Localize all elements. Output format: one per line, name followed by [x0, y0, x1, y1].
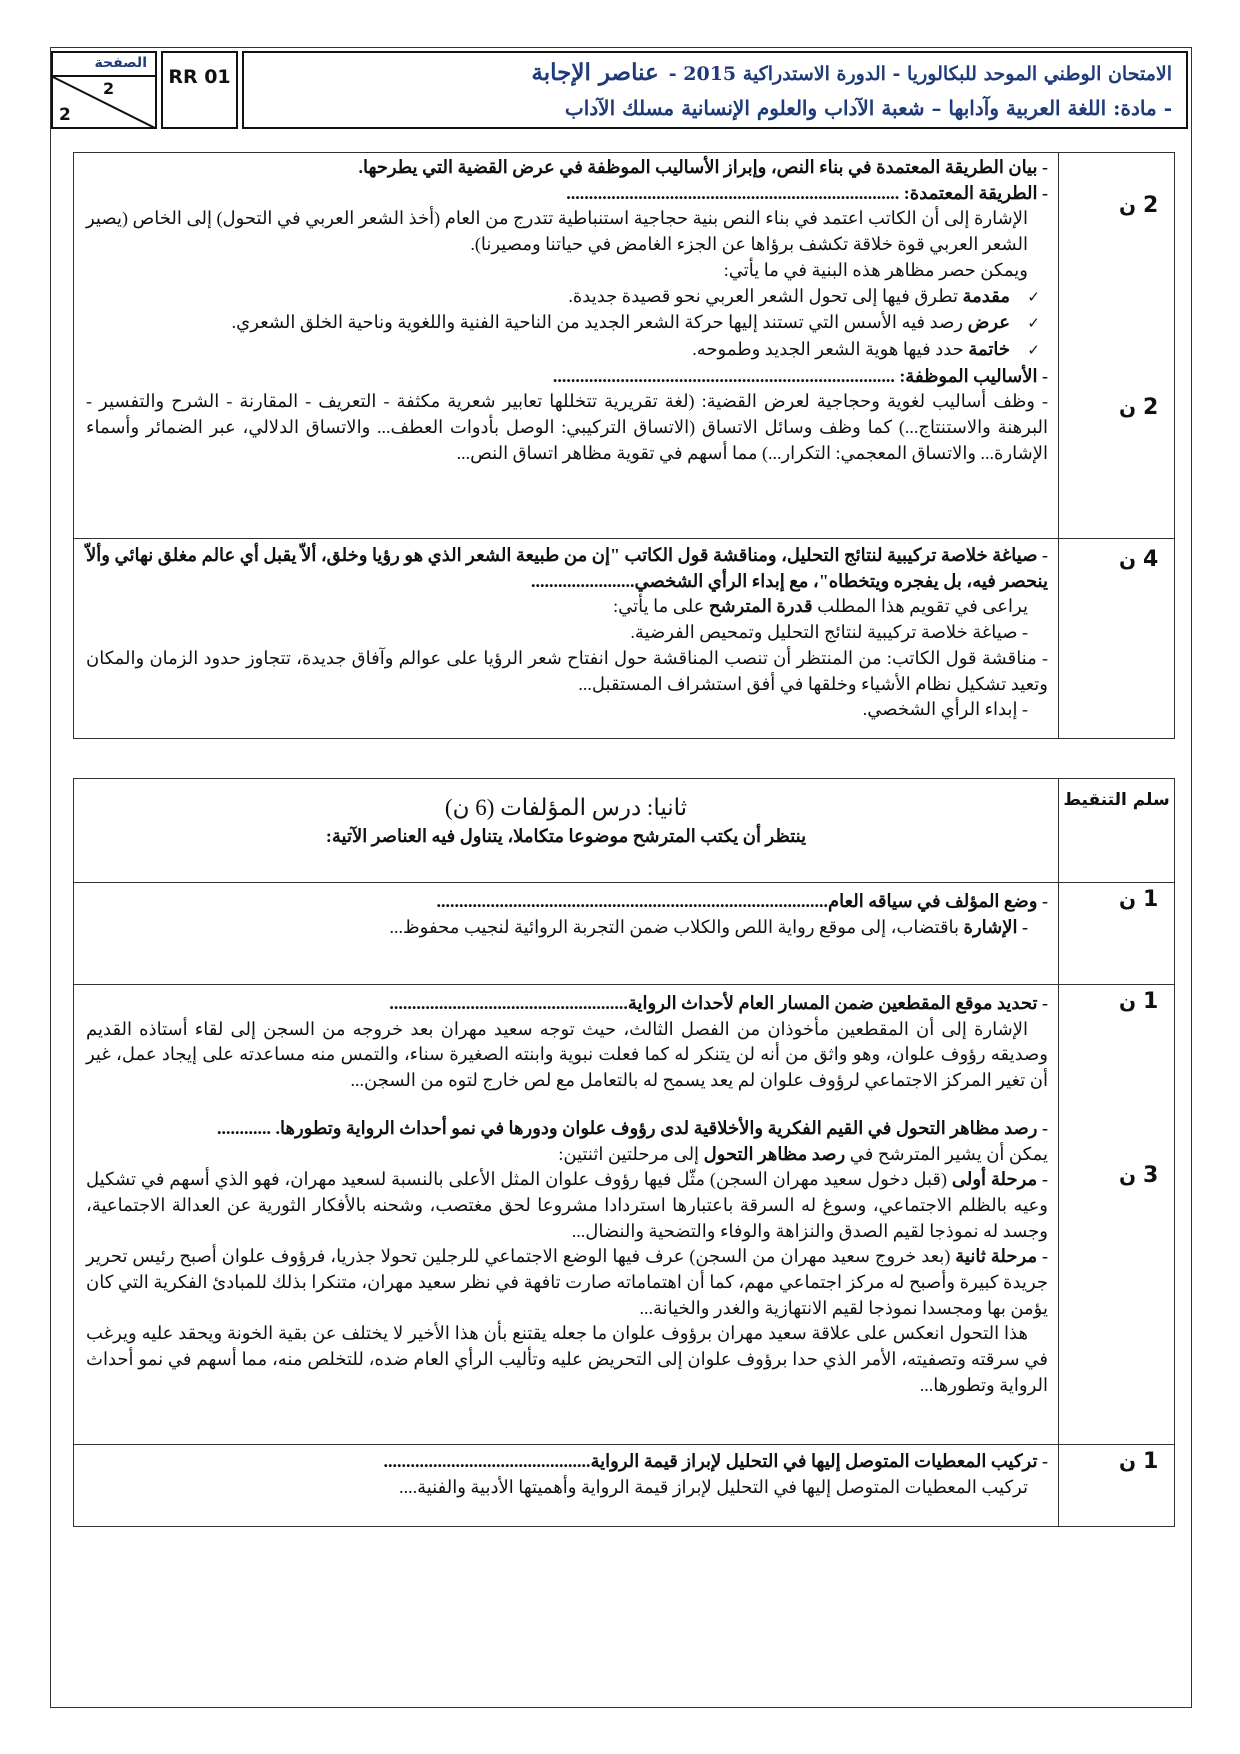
check-icon: ✓ — [1027, 287, 1040, 306]
structure-intro: ويمكن حصر مظاهر هذه البنية في ما يأتي: — [723, 259, 1028, 280]
score-transformation: 3 ن — [1119, 1163, 1159, 1188]
phase-1: - مرحلة أولى (قبل دخول سعيد مهران السجن) مثّل فيها رؤوف علوان المثل الأعلى بالنسبة لسعيد مهران، فهو الذي أسهم في تشكيل وعيه بالظلم الاجتماعي، وسوغ له السرقة باعتبارها استردادا مشروعا لحق مغتصب، وشحنه بالأفكار الثورية عن العدالة الاجتماعية، وجسد له نموذجا لقيم الصدق والنزاهة والوفاء والتضحية والنضال... — [86, 1169, 1048, 1241]
styles-text: - وظف أساليب لغوية وحجاجية لعرض القضية: (لغة تقريرية تتخللها تعابير شعرية مكثفة - التعريف - المقارنة - الشرح والتفسير - البرهنة والاستنتاج...) كما وظف وسائل الاتساق (الاتساق التركيبي: الوصل بأدوات العطف... والاتساق الدلالي، عبر الضمائر وأسماء الإشارة... والاتساق المعجمي: التكرار...) مما أسهم في تقوية مظاهر اتساق النص... — [86, 391, 1048, 463]
scale-header: سلم التنقيط — [1059, 779, 1175, 883]
header-line-1 — [254, 56, 1172, 91]
structure-item-intro: ✓مقدمة تطرق فيها إلى تحول الشعر العربي نحو قصيدة جديدة. — [86, 284, 1048, 311]
location-text: الإشارة إلى أن المقطعين مأخوذان من الفصل الثالث، حيث توجه سعيد مهران بعد خروجه من السجن إلى لقاء أستاذه القديم وصديقه رؤوف علوان، وهو واثق من أنه لن يتنكر له كما فعلت نبوية وابنته الصغيرة سناء، والتمس منه مساعدته على إيجاد عمل، غير أن تغير المركز الاجتماعي لرؤوف علوان لم يعد يسمح له بالتعامل مع لص خارج لتوه من السجن... — [86, 1018, 1048, 1091]
phase-2: - مرحلة ثانية (بعد خروج سعيد مهران من السجن) عرف فيها الوضع الاجتماعي للرجلين تحولا جذريا، فرؤوف علوان أصبح رئيس تحرير جريدة كبيرة وأصبح له مركز اجتماعي مهم، كما أن اهتماماته صارت تافهة في نظر سعيد مهران، متنكرا بذلك للمبادئ الفكرية التي كان يؤمن بها ومجسدا نموذجا لقيم الانتهازية والغدر والخيانة... — [86, 1246, 1049, 1318]
synthesis-content-cell — [74, 539, 1059, 739]
context-title: - وضع المؤلف في سياقه العام....................................................................................... — [436, 891, 1048, 911]
table2-header-row — [74, 779, 1175, 883]
page-number: 2 — [103, 79, 115, 98]
analysis-content-cell — [74, 985, 1059, 1445]
transformation-conclusion: هذا التحول انعكس على علاقة سعيد مهران برؤوف علوان ما جعله يقتنع بأن هذا الأخير لا يختلف عن بقية الخونة ويحقد عليه ويرغب في سرقته وتصفيته، الأمر الذي حدا برؤوف علوان إلى التحريض عليه وتأليب الرأي العام ضده، للتخلص منه، مما أسهم في نمو أحداث الرواية وتطورها... — [86, 1323, 1048, 1395]
page-label: الصفحة — [94, 55, 147, 71]
transformation-intro: يمكن أن يشير المترشح في رصد مظاهر التحول إلى مرحلتين اثنتين: — [558, 1143, 1048, 1164]
synthesis-bullet-3: - إبداء الرأي الشخصي. — [862, 699, 1028, 720]
answers-table-1 — [73, 152, 1175, 739]
synthesis-question-title: - صياغة خلاصة تركيبية لنتائج التحليل، ومناقشة قول الكاتب "إن من طبيعة الشعر الذي هو رؤيا وخلق، ألاّ يقبل أي عالم مغلق نهائي وألاّ ينحصر فيه، بل يفجره ويتخطاه"، مع إبداء الرأي الشخصي....................... — [86, 545, 1048, 591]
page-number-box — [51, 51, 157, 129]
synthesis-bullet-1: - صياغة خلاصة تركيبية لنتائج التحليل وتمحيص الفرضية. — [630, 622, 1028, 643]
table2-row-context — [74, 883, 1175, 985]
score-novel-synthesis: 1 ن — [1119, 1449, 1159, 1474]
answer-elements-title: عناصر الإجابة — [531, 59, 659, 86]
method-text: الإشارة إلى أن الكاتب اعتمد في بناء النص بنية حجاجية استنباطية تتدرج من العام (أخذ الشعر العربي في التحول) إلى الخاص (يصير الشعر العربي قوة خلاقة تكشف برؤاها عن الجزء الغامض في حياتنا ومصيرنا). — [86, 208, 1028, 255]
exam-code: RR 01 — [168, 66, 231, 88]
section-header-cell — [74, 779, 1059, 883]
synthesis-score-cell — [1059, 539, 1175, 739]
method-label: - الطريقة المعتمدة: .......................................................................... — [566, 182, 1048, 203]
structure-item-body: ✓عرض رصد فيه الأسس التي تستند إليها حركة الشعر الجديد من الناحية الفنية واللغوية وناحية الخلق الشعري. — [86, 310, 1048, 337]
check-icon: ✓ — [1027, 340, 1040, 359]
novel-synthesis-content-cell — [74, 1445, 1059, 1527]
table1-row-synthesis — [74, 539, 1175, 739]
method-content-cell — [74, 153, 1059, 539]
table1-row-method — [74, 153, 1175, 539]
score-location: 1 ن — [1119, 989, 1159, 1014]
exam-header — [242, 51, 1188, 129]
location-title: - تحديد موقع المقطعين ضمن المسار العام لأحداث الرواية..................................................... — [389, 993, 1048, 1013]
synthesis-intro: يراعى في تقويم هذا المطلب قدرة المترشح على ما يأتي: — [613, 596, 1028, 617]
context-bullet: - الإشارة باقتضاب، إلى موقع رواية اللص والكلاب ضمن التجربة الروائية لنجيب محفوظ... — [389, 916, 1028, 937]
answers-table-2 — [73, 778, 1175, 1527]
structure-item-conclusion: ✓خاتمة حدد فيها هوية الشعر الجديد وطموحه. — [86, 337, 1048, 364]
context-score-cell — [1059, 883, 1175, 985]
exam-title: الامتحان الوطني الموحد للبكالوريا - الدورة الاستدراكية 2015 - — [668, 63, 1172, 85]
table2-row-synthesis — [74, 1445, 1175, 1527]
synthesis-bullet-2: - مناقشة قول الكاتب: من المنتظر أن تنصب المناقشة حول انفتاح شعر الرؤيا على عوالم وآفاق جديدة، تتجاوز حدود الزمان والمكان وتعيد تشكيل نظام الأشياء وخلقها في أفق استشراف المستقبل... — [86, 647, 1048, 694]
score-synthesis: 4 ن — [1119, 547, 1159, 572]
section-title: ثانيا: درس المؤلفات (6 ن) — [444, 795, 688, 820]
page-total: 2 — [59, 105, 71, 125]
score-context: 1 ن — [1119, 887, 1159, 912]
subject-line: - مادة: اللغة العربية وآدابها – شعبة الآداب والعلوم الإنسانية مسلك الآداب — [564, 96, 1172, 120]
exam-code-box — [161, 51, 238, 129]
analysis-score-cell — [1059, 985, 1175, 1445]
method-score-cell — [1059, 153, 1175, 539]
transformation-title: - رصد مظاهر التحول في القيم الفكرية والأخلاقية لدى رؤوف علوان ودورها في نمو أحداث الرواية وتطورها. ............ — [217, 1117, 1048, 1138]
score-method: 2 ن — [1119, 193, 1159, 218]
section-subtitle: ينتظر أن يكتب المترشح موضوعا متكاملا، يتناول فيه العناصر الآتية: — [325, 826, 807, 846]
context-content-cell — [74, 883, 1059, 985]
score-styles: 2 ن — [1119, 395, 1159, 420]
table2-row-analysis — [74, 985, 1175, 1445]
method-question-title: - بيان الطريقة المعتمدة في بناء النص، وإبراز الأساليب الموظفة في عرض القضية التي يطرحها. — [358, 157, 1048, 177]
check-icon: ✓ — [1027, 314, 1040, 333]
styles-label: - الأساليب الموظفة: ............................................................................ — [552, 365, 1048, 386]
novel-synthesis-score-cell — [1059, 1445, 1175, 1527]
novel-synthesis-title: - تركيب المعطيات المتوصل إليها في التحليل لإبراز قيمة الرواية.............................................. — [383, 1451, 1048, 1471]
novel-synthesis-text: تركيب المعطيات المتوصل إليها في التحليل لإبراز قيمة الرواية وأهميتها الأدبية والفنية.... — [399, 1476, 1028, 1497]
